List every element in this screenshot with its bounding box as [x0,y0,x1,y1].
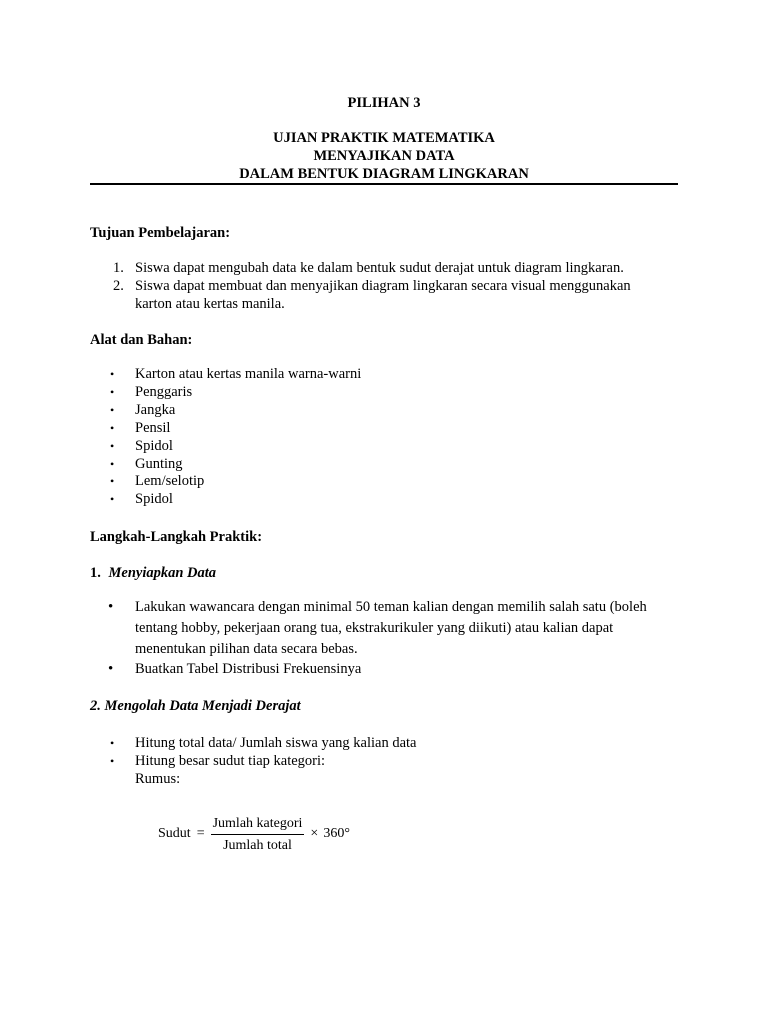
list-item [108,597,678,659]
title-line-3: DALAM BENTUK DIAGRAM LINGKARAN [239,166,529,182]
angle-formula [158,812,350,856]
materials-list [108,366,678,509]
bullet-icon: • [110,474,115,489]
formula-fraction [211,815,305,854]
objective-item [113,259,673,277]
step-1-item-text-continued: tentang hobby, pekerjaan orang tua, ekstrakurikuler yang diikuti) atau kalian dapat [135,619,614,636]
bullet-icon: • [110,367,115,381]
list-item [108,366,678,384]
formula-label: Rumus: [135,770,181,787]
material-text: Jangka [135,401,176,418]
bullet-icon: • [110,456,115,471]
list-item [108,402,678,420]
materials-heading: Alat dan Bahan: [90,332,193,348]
objective-number: 2. [113,278,124,294]
objective-text-continued: karton atau kertas manila. [135,296,285,312]
objectives-list [113,259,673,313]
bullet-icon: • [110,438,115,453]
step-1-number: 1. [90,565,101,581]
objective-number: 1. [113,260,124,276]
list-item [108,735,678,753]
list-item [108,420,678,438]
bullet-icon: • [110,420,115,435]
list-item [108,473,678,491]
list-item [108,659,678,680]
formula-denominator: Jumlah total [223,837,292,853]
objective-text: Siswa dapat membuat dan menyajikan diagram lingkaran secara visual menggunakan [135,278,631,294]
material-text: Lem/selotip [135,473,205,490]
list-item [108,456,678,474]
material-text: Spidol [135,437,173,454]
objective-text: Siswa dapat mengubah data ke dalam bentuk sudut derajat untuk diagram lingkaran. [135,260,624,276]
formula-lhs: Sudut [158,826,191,841]
list-item [108,384,678,402]
bullet-icon: • [108,661,114,678]
material-text: Penggaris [135,383,193,400]
step-2-list [108,735,678,789]
step-2-item-text: Hitung total data/ Jumlah siswa yang kalian data [135,735,417,751]
bullet-icon: • [110,753,115,768]
step-1-title: Menyiapkan Data [108,565,217,581]
title-line-2: MENYAJIKAN DATA [313,148,455,164]
title-divider [90,183,678,185]
bullet-icon: • [110,402,115,417]
bullet-icon: • [110,736,115,750]
step-1-item-text: Buatkan Tabel Distribusi Frekuensinya [135,661,362,678]
title-line-1: UJIAN PRAKTIK MATEMATIKA [273,130,495,146]
formula-times: × [310,826,319,841]
formula-numerator: Jumlah kategori [211,815,305,835]
steps-heading: Langkah-Langkah Praktik: [90,529,263,545]
material-text: Gunting [135,455,183,472]
formula-factor: 360° [323,826,350,841]
bullet-icon: • [110,492,115,507]
step-1-item-text: Lakukan wawancara dengan minimal 50 teman kalian dengan memilih salah satu (boleh [135,599,647,615]
step-1-list [108,597,678,680]
bullet-icon: • [110,384,115,399]
step-2-item-text: Hitung besar sudut tiap kategori: [135,752,326,769]
material-text: Karton atau kertas manila warna-warni [135,366,362,382]
step-1-heading [90,564,216,582]
step-1-item-text-continued: menentukan pilihan data secara bebas. [135,640,358,657]
list-item [108,438,678,456]
list-item [108,491,678,509]
objectives-heading: Tujuan Pembelajaran: [90,225,231,241]
step-2-heading: 2. Mengolah Data Menjadi Derajat [90,698,301,714]
material-text: Pensil [135,419,171,436]
objective-item [113,277,673,313]
formula-equals: = [196,826,205,841]
choice-label: PILIHAN 3 [347,95,421,111]
list-item [108,753,678,789]
bullet-icon: • [108,599,114,615]
material-text: Spidol [135,491,173,508]
